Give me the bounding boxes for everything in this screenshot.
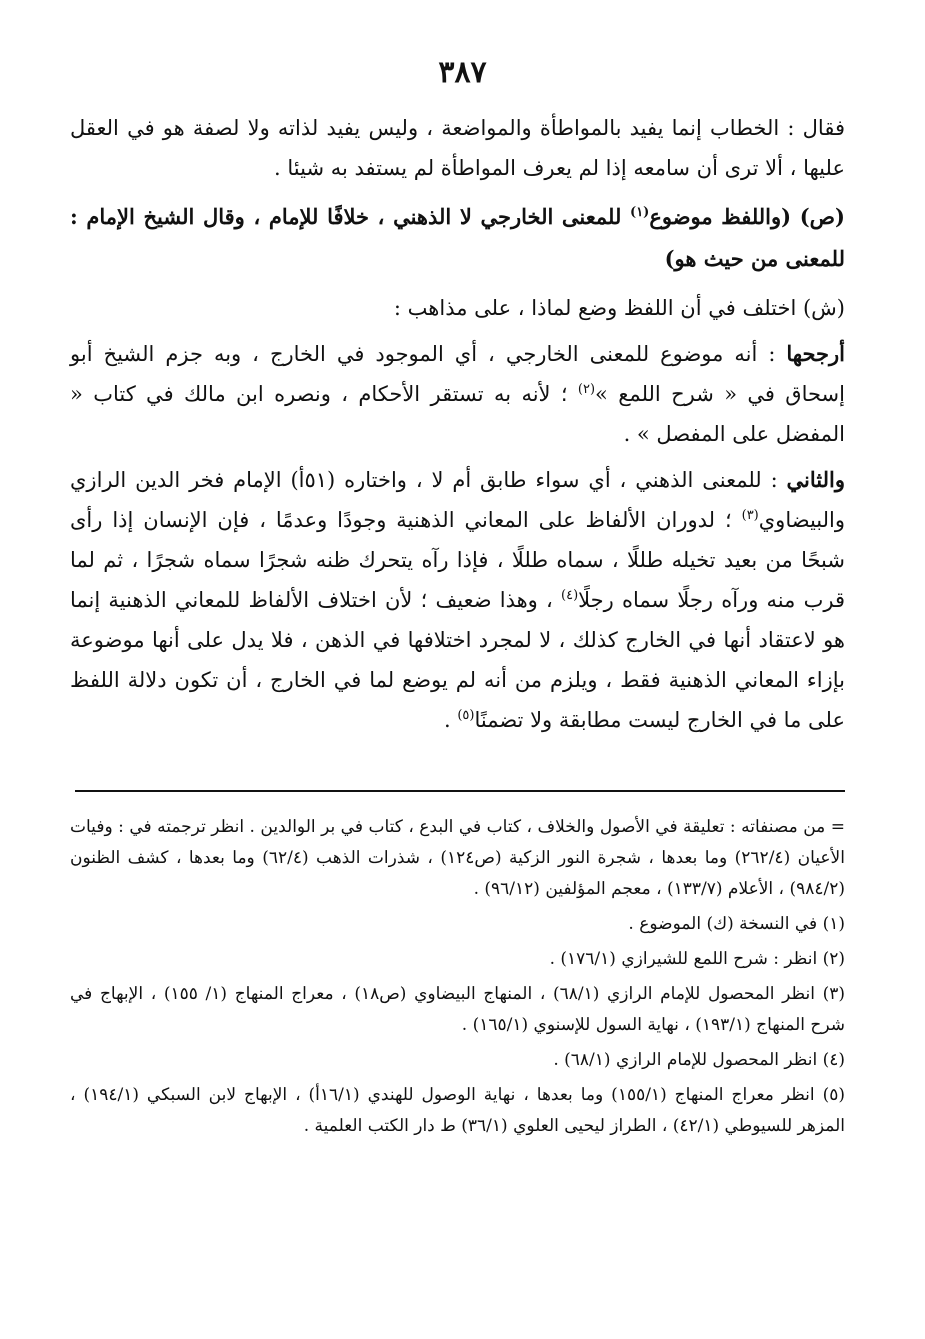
footnote-item <box>70 944 845 975</box>
footnote-ref-4[interactable]: (٤) <box>561 588 579 603</box>
footnote-label: (٣) <box>822 984 846 1004</box>
second-opinion-part-4: . <box>443 708 458 732</box>
main-text <box>70 108 845 746</box>
matn-part-1: (ص) (واللفظ موضوع <box>649 204 845 229</box>
second-opinion-part-1: : للمعنى الذهني ، أي سواء طابق أم لا ، واختاره (٥١أ) الإمام فخر الدين الرازي والبيضاوي <box>70 468 845 532</box>
paragraph-opening: فقال : الخطاب إنما يفيد بالمواطأة والمواضعة ، وليس يفيد لذاته ولا لصفة هو في العقل عليها ، ألا ترى أن سامعه إذا لم يعرف المواطأة لم يستفد به شيئا . <box>70 116 845 180</box>
second-opinion-part-2: ؛ لدوران الألفاظ على المعاني الذهنية وجودًا وعدمًا ، فإن الإنسان إذا رأى شبحًا من بعيد تخيله طللًا ، سماه طللًا ، فإذا رآه يتحرك ظنه شجرًا سماه شجرًا ، ثم لما قرب منه ورآه رجلًا سماه رجلًا <box>70 508 846 612</box>
footnote-item <box>70 1045 845 1076</box>
paragraph-second-opinion <box>70 460 845 740</box>
footnote-ref-2[interactable]: (٢) <box>577 382 596 397</box>
footnote-item <box>70 1080 845 1142</box>
footnote-text: انظر معراج المنهاج (١٥٥/١) وما بعدها ، نهاية الوصول للهندي (١٦/١أ) ، الإبهاج لابن السبكي (١٩٤/١) ، المزهر للسيوطي (٤٢/١) ، الطراز ليحيى العلوي (٣٦/١) ط دار الكتب العلمية . <box>70 1085 845 1136</box>
first-opinion-part-1: : أنه موضوع للمعنى الخارجي ، أي الموجود في الخارج ، وبه جزم الشيخ أبو إسحاق في « شرح اللمع » <box>70 342 845 406</box>
footnote-continuation: = من مصنفاته : تعليقة في الأصول والخلاف ، كتاب في البدع ، كتاب في بر الوالدين . انظر ترجمته في : وفيات الأعيان (٢٦٢/٤) وما بعدها ، شجرة النور الزكية (ص١٢٤) ، شذرات الذهب (٦٢/٤) وما بعدها ، كشف الظنون (٩٨٤/٢) ، الأعلام (١٣٣/٧) ، معجم المؤلفين (٩٦/١٢) . <box>70 817 845 899</box>
footnote-label: (١) <box>822 914 845 934</box>
footnote-text: انظر المحصول للإمام الرازي (٦٨/١) . <box>553 1050 818 1070</box>
page-number: ٣٨٧ <box>438 55 487 90</box>
footnote-item <box>70 909 845 940</box>
first-opinion-part-2: ؛ لأنه به تستقر الأحكام ، ونصره ابن مالك في كتاب « المفضل على المفصل » . <box>70 382 845 446</box>
first-opinion-lead: أرجحها <box>786 341 845 366</box>
footnote-ref-1[interactable]: (١) <box>630 205 650 220</box>
footnote-text: انظر المحصول للإمام الرازي (٦٨/١) ، المنهاج البيضاوي (ص١٨) ، معراج المنهاج (١/ ١٥٥) ، الإبهاج في شرح المنهاج (١٩٣/١) ، نهاية السول للإسنوي (١٦٥/١) . <box>70 984 845 1035</box>
matn-text <box>70 196 845 280</box>
sharh-intro: (ش) اختلف في أن اللفظ وضع لماذا ، على مذاهب : <box>393 296 845 320</box>
footnote-ref-5[interactable]: (٥) <box>457 708 475 723</box>
matn-part-2: للمعنى الخارجي لا الذهني ، خلافًا للإمام ، وقال الشيخ الإمام : للمعنى من حيث هو) <box>70 204 845 271</box>
footnote-item <box>70 979 845 1041</box>
footnotes <box>70 812 845 1146</box>
footnote-text: انظر : شرح اللمع للشيرازي (١٧٦/١) . <box>549 949 818 969</box>
footnote-text: في النسخة (ك) الموضوع . <box>628 914 818 934</box>
second-opinion-lead: والثاني <box>786 467 845 492</box>
footnote-label: (٢) <box>822 949 845 969</box>
footnote-label: (٥) <box>822 1085 845 1105</box>
footnote-divider <box>75 790 845 792</box>
second-opinion-part-3: ، وهذا ضعيف ؛ لأن اختلاف الألفاظ للمعاني الذهنية إنما هو لاعتقاد أنها في الخارج كذلك ، لا لمجرد اختلافها في الذهن ، فلا يدل على أنها موضوعة بإزاء المعاني الذهنية فقط ، ويلزم من أنه لم يوضع لما في الخارج ، أن تكون دلالة اللفظ على ما في الخارج ليست مطابقة ولا تضمنًا <box>70 588 845 732</box>
footnote-label: (٤) <box>822 1050 845 1070</box>
paragraph-first-opinion <box>70 334 845 454</box>
footnote-ref-3[interactable]: (٣) <box>741 508 759 523</box>
